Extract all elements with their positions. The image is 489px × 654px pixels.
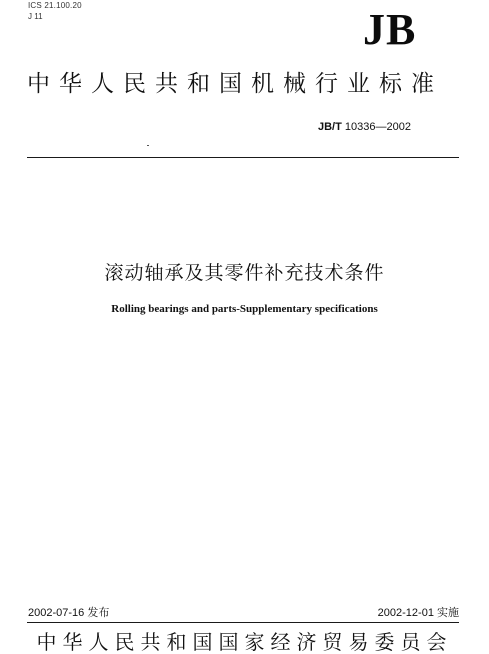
classification-code: J 11 — [28, 12, 43, 21]
standard-category-title: 中华人民共和国机械行业标准 — [27, 71, 443, 97]
standard-number — [318, 121, 411, 133]
issuing-authority: 中华人民共和国国家经济贸易委员会 — [36, 630, 453, 654]
jb-logo: JB — [363, 5, 417, 54]
ics-number: ICS 21.100.20 — [28, 1, 82, 10]
standard-code-prefix: JB/T — [318, 121, 342, 133]
document-title-cn: 滚动轴承及其零件补充技术条件 — [104, 262, 385, 284]
standard-code-number: 10336—2002 — [344, 121, 411, 133]
document-title-en: Rolling bearings and parts-Supplementary specifications — [111, 303, 378, 315]
top-divider — [27, 157, 459, 158]
scan-speck — [147, 145, 149, 146]
issue-date: 2002-07-16 发布 — [28, 607, 110, 619]
bottom-divider — [27, 622, 459, 623]
implementation-date: 2002-12-01 实施 — [377, 607, 459, 619]
